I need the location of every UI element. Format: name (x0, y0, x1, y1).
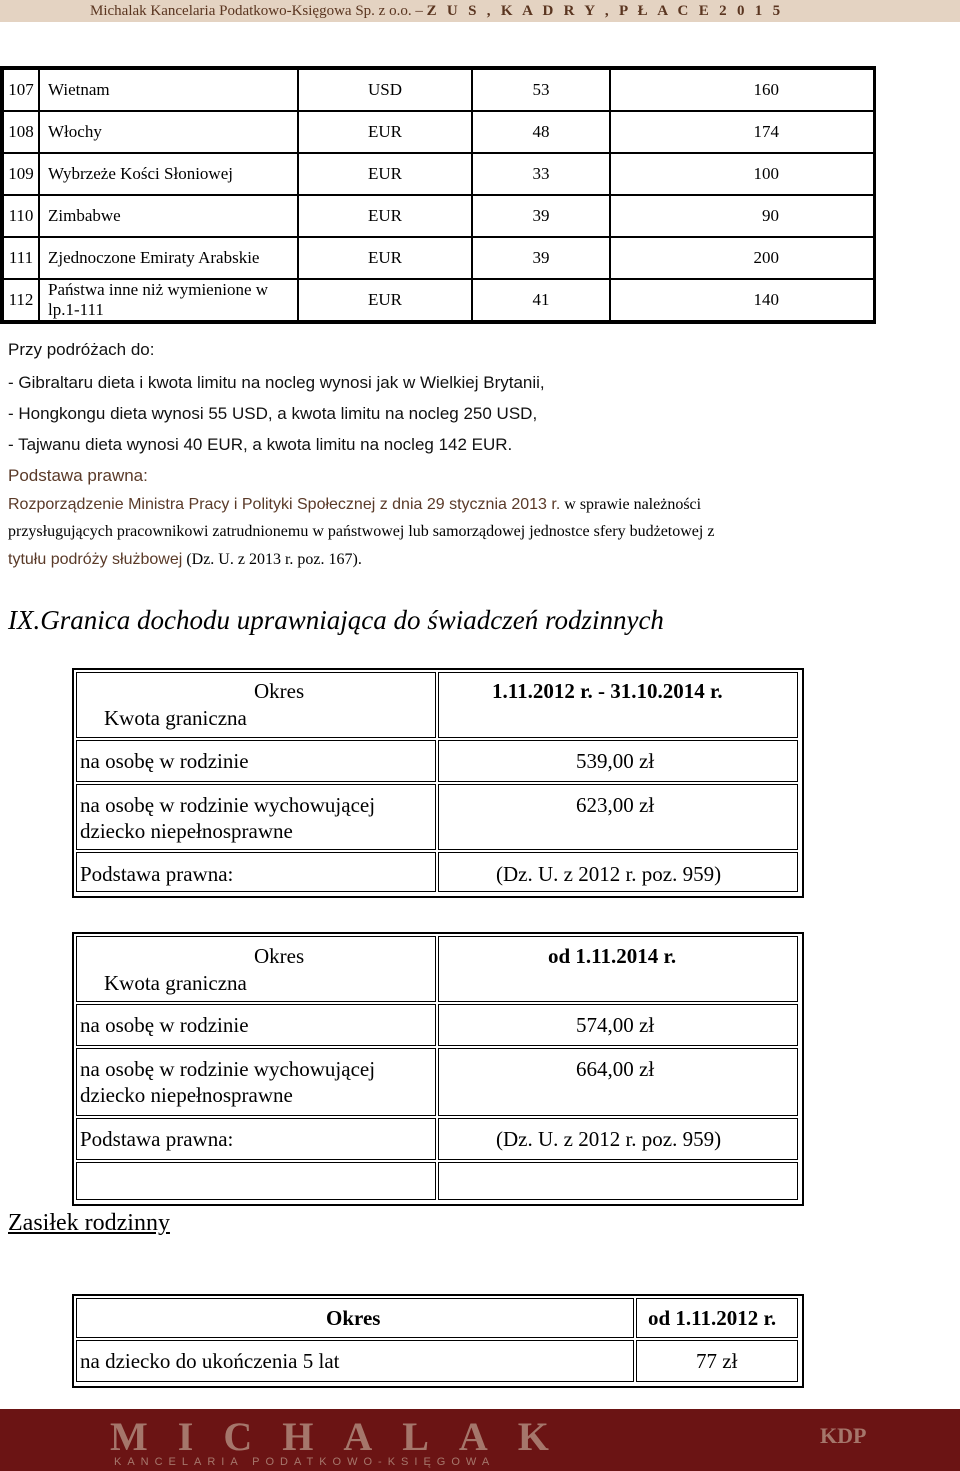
note-gibraltar: - Gibraltaru dieta i kwota limitu na nocleg wynosi jak w Wielkiej Brytanii, (8, 373, 545, 392)
lodging-limit: 160 (610, 69, 874, 111)
note-hongkong: - Hongkongu dieta wynosi 55 USD, a kwota limitu na nocleg 250 USD, (8, 404, 538, 423)
row-label: na osobę w rodzinie (80, 1013, 249, 1037)
period-header: od 1.11.2012 r. (648, 1306, 777, 1330)
country-row (3, 237, 874, 279)
basis-label: Podstawa prawna: (80, 862, 234, 886)
diet-amount: 39 (472, 237, 610, 279)
diet-amount: 33 (472, 153, 610, 195)
country-name: Państwa inne niż wymienione w lp.1-111 (39, 279, 298, 321)
basis-value: (Dz. U. z 2012 r. poz. 959) (496, 862, 722, 886)
row-label: dziecko niepełnosprawne (80, 819, 293, 843)
company-name: Michalak Kancelaria Podatkowo-Księgowa Sp. z o.o. – (90, 3, 427, 19)
country-name: Zimbabwe (39, 195, 298, 237)
note-taiwan: - Tajwanu dieta wynosi 40 EUR, a kwota limitu na nocleg 142 EUR. (8, 435, 513, 454)
lodging-limit: 174 (610, 111, 874, 153)
row-value: 623,00 zł (576, 793, 655, 817)
currency: USD (298, 69, 472, 111)
kwota-header: Kwota graniczna (104, 706, 247, 730)
country-name: Wietnam (39, 69, 298, 111)
diet-amount: 53 (472, 69, 610, 111)
country-row (3, 153, 874, 195)
okres-header: Okres (326, 1306, 381, 1330)
legal-basis-line-3 (8, 551, 362, 569)
row-label: dziecko niepełnosprawne (80, 1083, 293, 1107)
row-label: na osobę w rodzinie (80, 749, 249, 773)
diet-amount: 48 (472, 111, 610, 153)
currency: EUR (298, 237, 472, 279)
row-number: 107 (3, 69, 39, 111)
page-header (0, 0, 960, 22)
country-row (3, 195, 874, 237)
row-value: 77 zł (696, 1349, 738, 1373)
per-diem-table (0, 66, 876, 324)
currency: EUR (298, 153, 472, 195)
footer-subtitle: KANCELARIA PODATKOWO-KSIĘGOWA (114, 1456, 496, 1468)
legal-basis-line-2: przysługujących pracownikowi zatrudnionemu w państwowej lub samorządowej jednostce sfery budżetowej z (8, 523, 715, 540)
row-number: 112 (3, 279, 39, 321)
diet-amount: 41 (472, 279, 610, 321)
country-row (3, 69, 874, 111)
regulation-title-end: tytułu podróży służbowej (8, 551, 183, 568)
currency: EUR (298, 279, 472, 321)
okres-header: Okres (254, 679, 305, 703)
legal-basis-label: Podstawa prawna: (8, 466, 148, 485)
row-value: 664,00 zł (576, 1057, 655, 1081)
row-label: na osobę w rodzinie wychowującej (80, 793, 376, 817)
country-row (3, 111, 874, 153)
lodging-limit: 90 (610, 195, 874, 237)
currency: EUR (298, 195, 472, 237)
row-number: 111 (3, 237, 39, 279)
footer-logo: MICHALAK (110, 1414, 579, 1459)
country-name: Zjednoczone Emiraty Arabskie (39, 237, 298, 279)
legal-basis-line-1 (8, 496, 701, 514)
header-text (90, 0, 783, 22)
row-number: 110 (3, 195, 39, 237)
kwota-header: Kwota graniczna (104, 971, 247, 995)
notes-intro: Przy podróżach do: (8, 340, 155, 359)
lodging-limit: 200 (610, 237, 874, 279)
family-allowance-title: Zasiłek rodzinny (8, 1210, 170, 1236)
basis-value: (Dz. U. z 2012 r. poz. 959) (496, 1127, 722, 1151)
okres-header: Okres (254, 944, 305, 968)
currency: EUR (298, 111, 472, 153)
page-footer (0, 1409, 960, 1471)
row-value: 574,00 zł (576, 1013, 655, 1037)
regulation-reference: (Dz. U. z 2013 r. poz. 167). (182, 551, 362, 568)
row-label: na osobę w rodzinie wychowującej (80, 1057, 376, 1081)
country-row (3, 279, 874, 321)
regulation-name: Rozporządzenie Ministra Pracy i Polityki Społecznej z dnia 29 stycznia 2013 r. (8, 496, 561, 513)
row-number: 108 (3, 111, 39, 153)
period-header: 1.11.2012 r. - 31.10.2014 r. (492, 679, 723, 703)
row-value: 539,00 zł (576, 749, 655, 773)
per-diem-table-body (3, 69, 874, 321)
row-number: 109 (3, 153, 39, 195)
row-label: na dziecko do ukończenia 5 lat (80, 1349, 340, 1373)
diet-amount: 39 (472, 195, 610, 237)
header-tagline: Z U S , K A D R Y , P Ł A C E 2 0 1 5 (426, 3, 784, 19)
lodging-limit: 140 (610, 279, 874, 321)
country-name: Wybrzeże Kości Słoniowej (39, 153, 298, 195)
basis-label: Podstawa prawna: (80, 1127, 234, 1151)
footer-mark: KDP (820, 1423, 867, 1448)
lodging-limit: 100 (610, 153, 874, 195)
section-title: IX.Granica dochodu uprawniająca do świadczeń rodzinnych (8, 605, 664, 635)
country-name: Włochy (39, 111, 298, 153)
regulation-subject: w sprawie należności (560, 496, 702, 513)
period-header: od 1.11.2014 r. (548, 944, 677, 968)
